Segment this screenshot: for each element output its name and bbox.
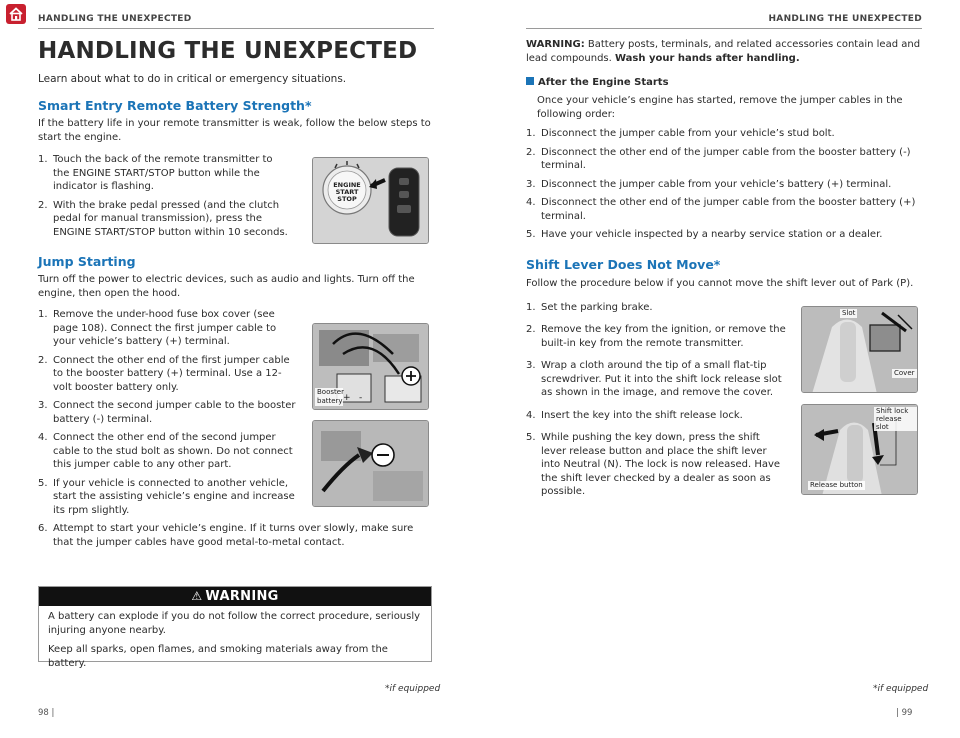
- list-item: 2. Connect the other end of the first jumper cable to the booster battery (+) terminal. Use a 12-volt booster battery only.: [38, 354, 290, 393]
- home-icon[interactable]: [6, 4, 26, 24]
- warning-line: Keep all sparks, open flames, and smoking materials away from the battery.: [48, 644, 388, 669]
- warning-box: [38, 586, 432, 669]
- warning-triangle-icon: ⚠: [191, 589, 203, 603]
- warning-line: A battery can explode if you do not follow the correct procedure, seriously injuring anyone nearby.: [48, 611, 421, 636]
- page-number-right: | 99: [896, 708, 913, 718]
- list-item: 2. Remove the key from the ignition, or remove the built-in key from the remote transmitter.: [526, 324, 786, 349]
- shift-section-text: Follow the procedure below if you cannot move the shift lever out of Park (P).: [526, 277, 914, 289]
- engine-start-stop-label: ENGINE START STOP: [333, 181, 361, 203]
- shift-lock-release-slot-label: Shift lock release slot: [874, 407, 917, 431]
- booster-battery-label: Booster battery: [317, 388, 344, 405]
- list-item: 4. Disconnect the other end of the jumper cable from the booster battery (+) terminal.: [526, 197, 916, 222]
- list-item: 6. Attempt to start your vehicle’s engine. If it turns over slowly, make sure that the jumper cables have good metal-to-metal contact.: [38, 523, 414, 548]
- svg-text:+: +: [343, 393, 351, 403]
- lead-warning: WARNING: Battery posts, terminals, and related accessories contain lead and lead compounds. Wash your hands after handling.: [526, 39, 921, 64]
- footnote-left: *if equipped: [385, 684, 441, 694]
- shift-steps-list: [526, 301, 786, 499]
- list-item: 3. Connect the second jumper cable to the booster battery (-) terminal.: [38, 400, 296, 425]
- warning-text: [39, 606, 431, 680]
- jump-steps-list: [38, 308, 300, 517]
- list-item: 5. While pushing the key down, press the shift lever release button and place the shift lever into Neutral (N). The lock is now released. Have the shift lever checked by a dealer as soon as possible.: [526, 432, 781, 497]
- battery-section-heading: Smart Entry Remote Battery Strength*: [38, 98, 312, 113]
- battery-steps-list: [38, 153, 288, 239]
- jump-section-text: Turn off the power to electric devices, such as audio and lights. Turn off the engine, then open the hood.: [38, 274, 415, 299]
- list-item: 2. With the brake pedal pressed (and the clutch pedal for manual transmission), press the ENGINE START/STOP button within 10 seconds.: [38, 199, 288, 238]
- svg-text:-: -: [359, 393, 363, 403]
- engine-bay-figure: [312, 323, 429, 410]
- list-item: 4. Insert the key into the shift release lock.: [526, 409, 743, 421]
- release-button-figure: [801, 404, 918, 495]
- header-divider-right: [526, 28, 922, 29]
- list-item: 5. If your vehicle is connected to another vehicle, start the assisting vehicle’s engine and increase its rpm slightly.: [38, 477, 295, 516]
- after-start-heading: After the Engine Starts: [526, 76, 922, 90]
- intro-text: Learn about what to do in critical or emergency situations.: [38, 73, 347, 85]
- list-item: 2. Disconnect the other end of the jumper cable from the booster battery (-) terminal.: [526, 146, 911, 171]
- list-item: 1. Touch the back of the remote transmitter to the ENGINE START/STOP button while the indicator is flashing.: [38, 154, 273, 192]
- footnote-right: *if equipped: [873, 684, 929, 694]
- header-divider-left: [38, 28, 434, 29]
- running-header-right: HANDLING THE UNEXPECTED: [768, 14, 922, 24]
- cover-label: Cover: [894, 369, 915, 377]
- list-item: 3. Disconnect the jumper cable from your vehicle’s battery (+) terminal.: [526, 178, 892, 190]
- shift-section-heading: Shift Lever Does Not Move*: [526, 256, 721, 272]
- jump-section-heading: Jump Starting: [38, 254, 136, 269]
- release-button-label: Release button: [810, 481, 863, 489]
- page-title: HANDLING THE UNEXPECTED: [38, 38, 418, 64]
- section-bullet-icon: [526, 77, 534, 85]
- list-item: 1. Remove the under-hood fuse box cover (see page 108). Connect the first jumper cable to your vehicle’s battery (+) terminal.: [38, 309, 277, 347]
- shift-slot-figure: [801, 306, 918, 393]
- after-start-text: Once your vehicle’s engine has started, remove the jumper cables in the following order:: [537, 95, 903, 120]
- list-item: 1. Set the parking brake.: [526, 301, 653, 313]
- after-start-steps: [526, 127, 922, 242]
- list-item: 3. Wrap a cloth around the tip of a small flat-tip screwdriver. Put it into the shift lock release slot as shown in the image, and remove the cover.: [526, 360, 782, 398]
- jump-steps-list-continued: [38, 522, 430, 549]
- remote-transmitter-figure: [312, 157, 429, 244]
- list-item: 1. Disconnect the jumper cable from your vehicle’s stud bolt.: [526, 128, 835, 139]
- page-number-left: 98 |: [38, 708, 55, 718]
- list-item: 5. Have your vehicle inspected by a nearby service station or a dealer.: [526, 229, 883, 240]
- slot-label: Slot: [842, 309, 856, 317]
- warning-header: ⚠ WARNING: [39, 587, 431, 606]
- list-item: 4. Connect the other end of the second jumper cable to the stud bolt as shown. Do not connect this jumper cable to any other part.: [38, 432, 293, 470]
- running-header-left: HANDLING THE UNEXPECTED: [38, 14, 192, 24]
- stud-bolt-figure: [312, 420, 429, 507]
- battery-section-text: If the battery life in your remote transmitter is weak, follow the below steps to start the engine.: [38, 118, 431, 143]
